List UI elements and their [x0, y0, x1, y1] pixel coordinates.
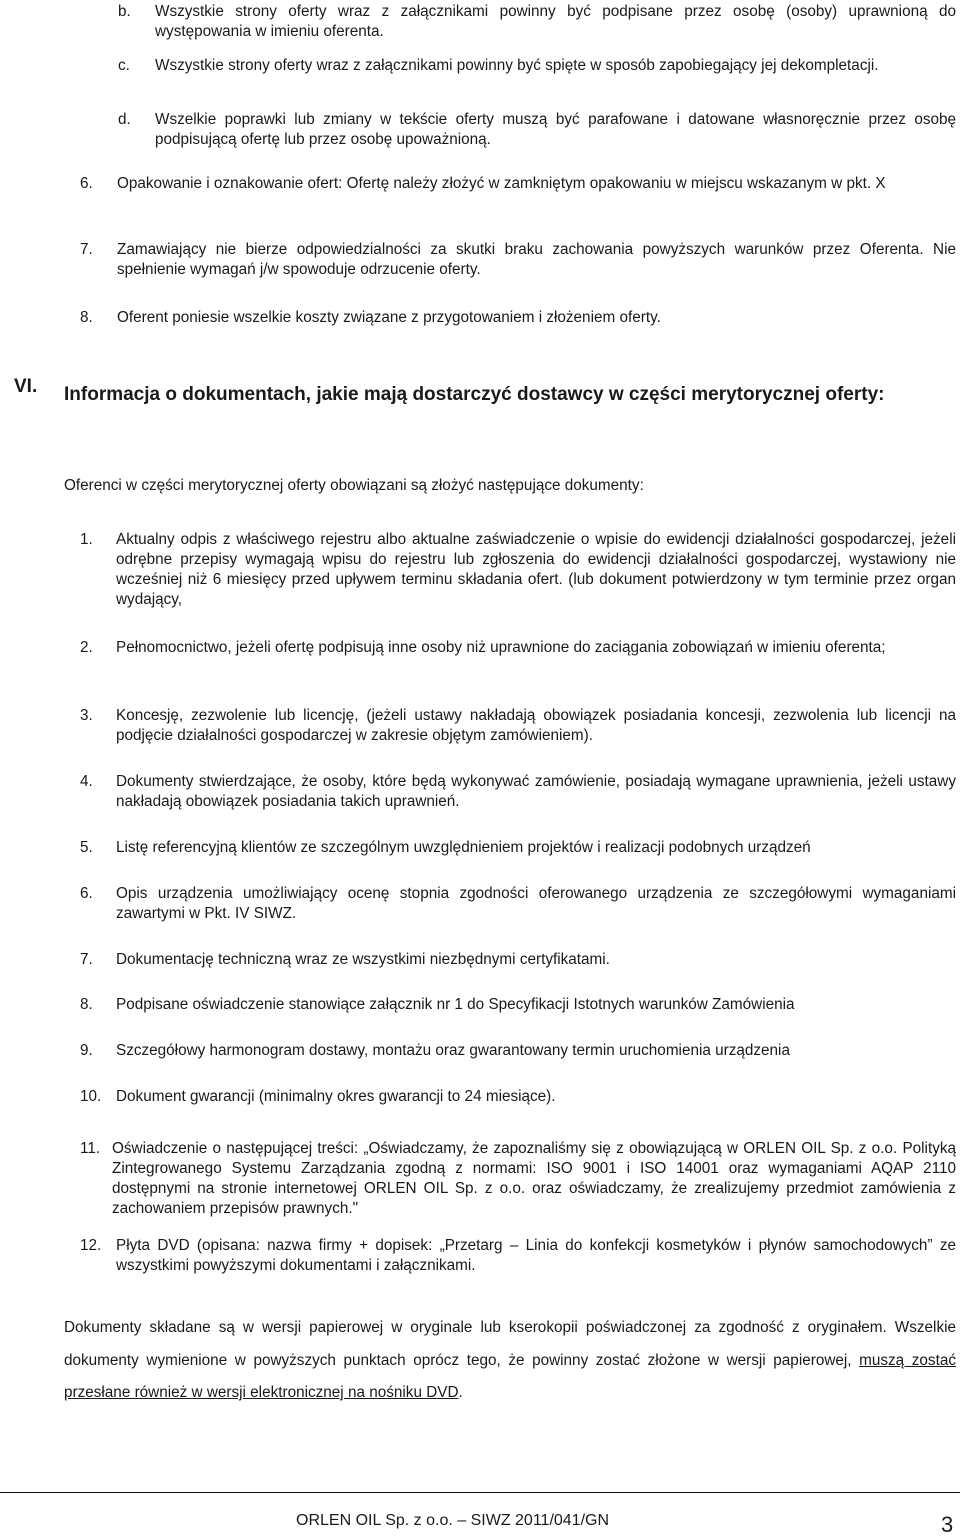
document-item-10 — [80, 1087, 956, 1107]
closing-underlined-text: muszą zostać przesłane również w wersji elektronicznej na nośniku DVD — [64, 1351, 956, 1401]
footer-divider — [0, 1492, 960, 1493]
document-marker: 7. — [80, 951, 93, 968]
document-text: Pełnomocnictwo, jeżeli ofertę podpisują inne osoby niż uprawnione do zaciągania zobowiązań w imieniu oferenta; — [116, 639, 886, 656]
closing-paragraph — [64, 1312, 956, 1410]
document-marker: 5. — [80, 839, 93, 856]
document-item-2 — [80, 638, 956, 658]
list-item-b — [118, 2, 956, 42]
point-marker: 6. — [80, 175, 93, 192]
document-marker: 9. — [80, 1042, 93, 1059]
document-text: Opis urządzenia umożliwiający ocenę stopnia zgodności oferowanego urządzenia ze szczegółowymi wymaganiami zawartymi w Pkt. IV SIWZ. — [116, 885, 956, 922]
document-item-8 — [80, 995, 956, 1015]
document-item-12 — [80, 1236, 956, 1276]
point-text: Oferent poniesie wszelkie koszty związane z przygotowaniem i złożeniem oferty. — [117, 309, 661, 326]
document-item-5 — [80, 838, 956, 858]
list-item-c — [118, 56, 956, 76]
item-text: Wszelkie poprawki lub zmiany w tekście oferty muszą być parafowane i datowane własnoręcznie przez osobę podpisującą ofertę lub przez osobę upoważnioną. — [155, 111, 956, 148]
document-text: Dokument gwarancji (minimalny okres gwarancji to 24 miesiące). — [116, 1088, 556, 1105]
point-7 — [80, 240, 956, 280]
point-text: Opakowanie i oznakowanie ofert: Ofertę należy złożyć w zamkniętym opakowaniu w miejscu wskazanym w pkt. X — [117, 175, 886, 192]
document-item-11 — [80, 1139, 956, 1219]
item-marker: b. — [118, 3, 131, 20]
document-marker: 6. — [80, 885, 93, 902]
document-text: Dokumentację techniczną wraz ze wszystkimi niezbędnymi certyfikatami. — [116, 951, 610, 968]
document-marker: 11. — [80, 1140, 101, 1157]
point-text: Zamawiający nie bierze odpowiedzialności za skutki braku zachowania powyższych warunków przez Oferenta. Nie spełnienie wymagań j/w spowoduje odrzucenie oferty. — [117, 241, 956, 278]
point-6 — [80, 174, 956, 194]
closing-end: . — [458, 1384, 463, 1401]
page-number: 3 — [941, 1512, 954, 1537]
document-item-3 — [80, 706, 956, 746]
document-marker: 8. — [80, 996, 93, 1013]
document-text: Koncesję, zezwolenie lub licencję, (jeżeli ustawy nakładają obowiązek posiadania koncesji, zezwolenia lub licencji na podjęcie działalności gospodarczej w zakresie objętym zamówieniem). — [116, 707, 956, 744]
document-marker: 3. — [80, 707, 93, 724]
document-item-1 — [80, 530, 956, 610]
section-title — [64, 377, 956, 413]
document-marker: 10. — [80, 1088, 102, 1105]
section-intro: Oferenci w części merytorycznej oferty obowiązani są złożyć następujące dokumenty: — [64, 477, 644, 494]
point-marker: 8. — [80, 309, 93, 326]
document-item-7 — [80, 950, 956, 970]
document-text: Płyta DVD (opisana: nazwa firmy + dopisek: „Przetarg – Linia do konfekcji kosmetyków i płynów samochodowych” ze wszystkimi powyższymi dokumentami i załącznikami. — [116, 1237, 956, 1274]
section-title-text: Informacja o dokumentach, jakie mają dostarczyć dostawcy w części merytorycznej oferty: — [64, 384, 885, 405]
point-marker: 7. — [80, 241, 93, 258]
item-marker: c. — [118, 57, 130, 74]
item-marker: d. — [118, 111, 131, 128]
document-text: Dokumenty stwierdzające, że osoby, które będą wykonywać zamówienie, posiadają wymagane uprawnienia, jeżeli ustawy nakładają obowiązek posiadania takich uprawnień. — [116, 773, 956, 810]
item-text: Wszystkie strony oferty wraz z załącznikami powinny być spięte w sposób zapobiegający jej dekompletacji. — [155, 57, 879, 74]
document-text: Listę referencyjną klientów ze szczególnym uwzględnieniem projektów i realizacji podobnych urządzeń — [116, 839, 811, 856]
closing-text: Dokumenty składane są w wersji papierowej w oryginale lub kserokopii poświadczonej za zgodność z oryginałem. Wszelkie dokumenty wymienione w powyższych punktach oprócz tego, że powinny zostać złożone w wersji papierowej, — [64, 1319, 956, 1369]
document-marker: 12. — [80, 1237, 102, 1254]
document-marker: 1. — [80, 531, 93, 548]
item-text: Wszystkie strony oferty wraz z załącznikami powinny być podpisane przez osobę (osoby) uprawnioną do występowania w imieniu oferenta. — [155, 3, 956, 40]
document-marker: 2. — [80, 639, 93, 656]
document-item-6 — [80, 884, 956, 924]
section-marker: VI. — [14, 376, 38, 397]
document-text: Szczegółowy harmonogram dostawy, montażu oraz gwarantowany termin uruchomienia urządzenia — [116, 1042, 790, 1059]
document-marker: 4. — [80, 773, 93, 790]
list-item-d — [118, 110, 956, 150]
document-text: Aktualny odpis z właściwego rejestru albo aktualne zaświadczenie o wpisie do ewidencji działalności gospodarczej, jeżeli odrębne przepisy wymagają wpisu do rejestru lub zgłoszenia do ewidencji działalności gospodarczej, wystawiony nie wcześniej niż 6 miesięcy przed upływem terminu składania ofert. (lub dokument potwierdzony w tym terminie przez organ wydający, — [116, 531, 956, 608]
document-text: Podpisane oświadczenie stanowiące załącznik nr 1 do Specyfikacji Istotnych warunków Zamówienia — [116, 996, 795, 1013]
document-item-4 — [80, 772, 956, 812]
footer-text: ORLEN OIL Sp. z o.o. – SIWZ 2011/041/GN — [296, 1512, 610, 1529]
point-8 — [80, 308, 956, 328]
document-text: Oświadczenie o następującej treści: „Oświadczamy, że zapoznaliśmy się z obowiązującą w ORLEN OIL Sp. z o.o. Polityką Zintegrowanego Systemu Zarządzania zgodną z normami: ISO 9001 i ISO 14001 oraz wymaganiami AQAP 2110 dostępnymi na stronie internetowej ORLEN OIL Sp. z o.o. oraz oświadczamy, że zrealizujemy przedmiot zamówienia z zachowaniem przepisów prawnych." — [112, 1140, 956, 1217]
document-item-9 — [80, 1041, 956, 1061]
